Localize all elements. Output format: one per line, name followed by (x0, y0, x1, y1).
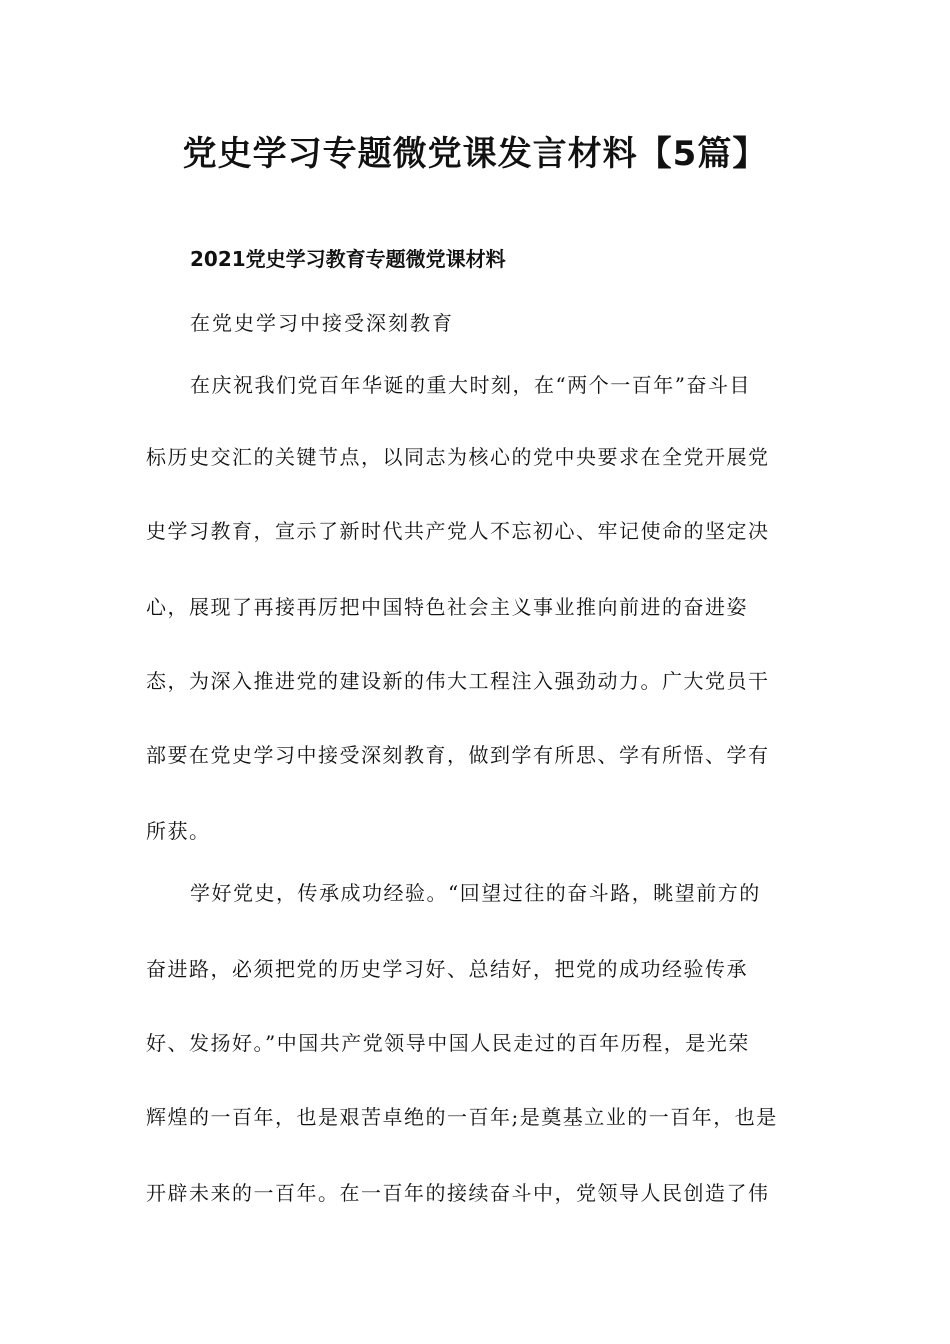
paragraph-line: 在庆祝我们党百年华诞的重大时刻，在“两个一百年”奋斗目 (190, 373, 751, 397)
paragraph-line: 好、发扬好。”中国共产党领导中国人民走过的百年历程，是光荣 (146, 1031, 750, 1055)
paragraph-line: 所获。 (146, 819, 211, 843)
paragraph-line: 开辟未来的一百年。在一百年的接续奋斗中，党领导人民创造了伟 (146, 1181, 770, 1205)
paragraph-line: 史学习教育，宣示了新时代共产党人不忘初心、牢记使命的坚定决 (146, 519, 770, 543)
paragraph-line: 学好党史，传承成功经验。“回望过往的奋斗路，眺望前方的 (190, 881, 761, 905)
paragraph-line: 奋进路，必须把党的历史学习好、总结好，把党的成功经验传承 (146, 957, 748, 981)
paragraph-line: 标历史交汇的关键节点，以同志为核心的党中央要求在全党开展党 (146, 445, 770, 469)
paragraph-line: 态，为深入推进党的建设新的伟大工程注入强劲动力。广大党员干 (146, 669, 770, 693)
paragraph-line: 辉煌的一百年，也是艰苦卓绝的一百年;是奠基立业的一百年，也是 (146, 1105, 778, 1129)
paragraph-line: 部要在党史学习中接受深刻教育，做到学有所思、学有所悟、学有 (146, 743, 770, 767)
paragraph-line: 心，展现了再接再厉把中国特色社会主义事业推向前进的奋进姿 (146, 595, 748, 619)
section-heading: 在党史学习中接受深刻教育 (190, 311, 454, 335)
document-subtitle: 2021党史学习教育专题微党课材料 (190, 247, 506, 271)
document-title: 党史学习专题微党课发言材料【5篇】 (182, 134, 768, 174)
